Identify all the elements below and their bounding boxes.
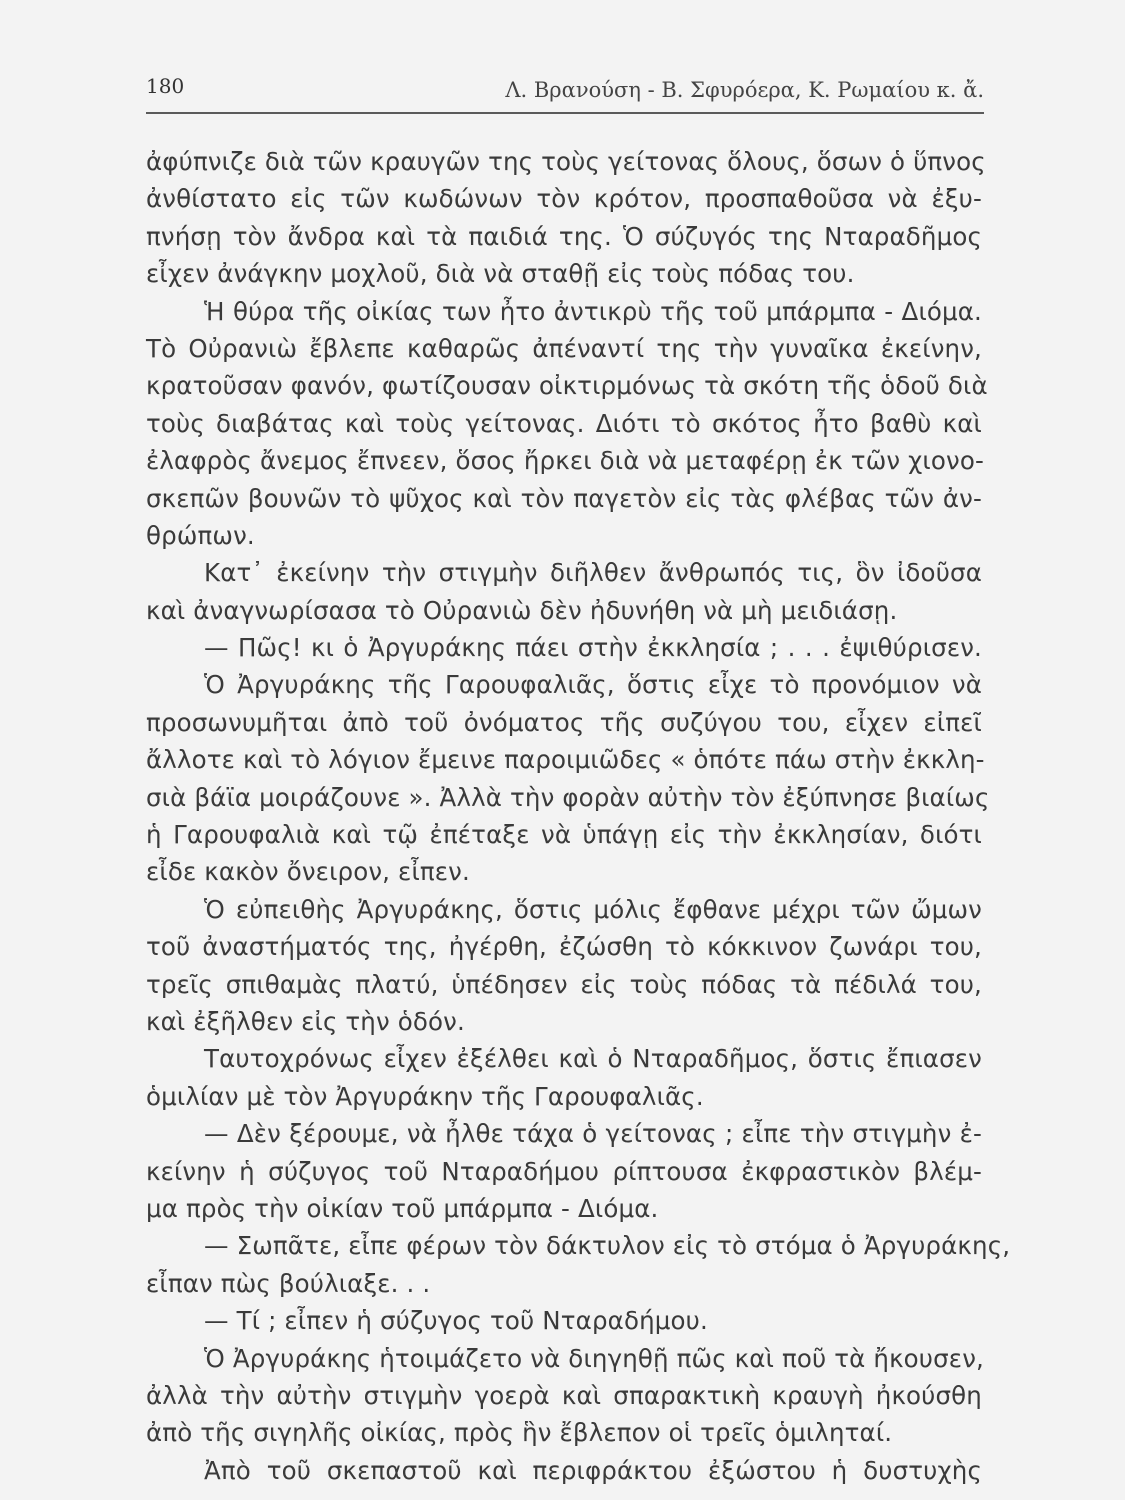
text-line: Ὁ Ἀργυράκης ἡτοιμάζετο νὰ διηγηθῇ πῶς καὶ ποῦ τὰ ἤκουσεν, — [204, 1343, 984, 1373]
text-line: ἡ Γαρουφαλιὰ καὶ τῷ ἐπέταξε νὰ ὑπάγῃ εἰς τὴν ἐκκλησίαν, διότι — [146, 820, 982, 850]
text-line: ἀλλὰ τὴν αὐτὴν στιγμὴν γοερὰ καὶ σπαρακτικὴ κραυγὴ ἠκούσθη — [146, 1380, 982, 1410]
text-line: Ταυτοχρόνως εἶχεν ἐξέλθει καὶ ὁ Νταραδῆμος, ὅστις ἔπιασεν — [204, 1044, 982, 1074]
text-line: — Δὲν ξέρουμε, νὰ ἦλθε τάχα ὁ γείτονας ; εἶπε τὴν στιγμὴν ἐ- — [204, 1119, 982, 1149]
text-line: Ὁ Ἀργυράκης τῆς Γαρουφαλιᾶς, ὅστις εἶχε τὸ προνόμιον νὰ — [204, 670, 982, 700]
text-line: ἀπὸ τῆς σιγηλῆς οἰκίας, πρὸς ἣν ἔβλεπον οἱ τρεῖς ὁμιληταί. — [146, 1418, 893, 1448]
running-head: Λ. Βρανούση - Β. Σφυρόερα, Κ. Ρωμαίου κ. ἄ. — [505, 78, 984, 102]
text-line: Κατ᾽ ἐκείνην τὴν στιγμὴν διῆλθεν ἄνθρωπός τις, ὃν ἰδοῦσα — [204, 558, 982, 588]
text-line: τρεῖς σπιθαμὰς πλατύ, ὑπέδησεν εἰς τοὺς πόδας τὰ πέδιλά του, — [146, 969, 982, 999]
text-line: ἄλλοτε καὶ τὸ λόγιον ἔμεινε παροιμιῶδες « ὁπότε πάω στὴν ἐκκλη- — [146, 745, 985, 775]
header-rule — [146, 112, 984, 114]
text-line: προσωνυμῆται ἀπὸ τοῦ ὀνόματος τῆς συζύγου του, εἶχεν εἰπεῖ — [146, 707, 982, 737]
text-line: σιὰ βάϊα μοιράζουνε ». Ἀλλὰ τὴν φορὰν αὐτὴν τὸν ἐξύπνησε βιαίως — [146, 782, 990, 812]
text-line: — Τί ; εἶπεν ἡ σύζυγος τοῦ Νταραδήμου. — [204, 1306, 708, 1336]
text-line: κείνην ἡ σύζυγος τοῦ Νταραδήμου ρίπτουσα ἐκφραστικὸν βλέμ- — [146, 1156, 982, 1186]
page-number: 180 — [146, 74, 185, 98]
text-line: καὶ ἐξῆλθεν εἰς τὴν ὁδόν. — [146, 1006, 465, 1036]
page-header — [146, 70, 984, 110]
text-line: Ὁ εὐπειθὴς Ἀργυράκης, ὅστις μόλις ἔφθανε μέχρι τῶν ὤμων — [204, 894, 982, 924]
text-line: — Πῶς! κι ὁ Ἀργυράκης πάει στὴν ἐκκλησία ; . . . ἐψιθύρισεν. — [204, 633, 982, 663]
text-line: σκεπῶν βουνῶν τὸ ψῦχος καὶ τὸν παγετὸν εἰς τὰς φλέβας τῶν ἀν- — [146, 483, 982, 513]
text-line: τοὺς διαβάτας καὶ τοὺς γείτονας. Διότι τὸ σκότος ἦτο βαθὺ καὶ — [146, 408, 982, 438]
body-text — [146, 143, 1011, 1489]
text-line: θρώπων. — [146, 520, 255, 550]
text-line: μα πρὸς τὴν οἰκίαν τοῦ μπάρμπα - Διόμα. — [146, 1193, 659, 1223]
text-line: Ἀπὸ τοῦ σκεπαστοῦ καὶ περιφράκτου ἐξώστου ἡ δυστυχὴς — [204, 1455, 982, 1485]
text-line: κρατοῦσαν φανόν, φωτίζουσαν οἰκτιρμόνως τὰ σκότη τῆς ὁδοῦ διὰ — [146, 371, 988, 401]
text-line: ἀφύπνιζε διὰ τῶν κραυγῶν της τοὺς γείτονας ὅλους, ὅσων ὁ ὕπνος — [146, 147, 986, 176]
text-line: εἶχεν ἀνάγκην μοχλοῦ, διὰ νὰ σταθῇ εἰς τοὺς πόδας του. — [146, 259, 855, 289]
text-line: Τὸ Οὐρανιὼ ἔβλεπε καθαρῶς ἀπέναντί της τὴν γυναῖκα ἐκείνην, — [146, 333, 982, 363]
text-line: εἶπαν πὼς βούλιαξε. . . — [146, 1268, 431, 1298]
text-line: ὁμιλίαν μὲ τὸν Ἀργυράκην τῆς Γαρουφαλιᾶς. — [146, 1081, 704, 1111]
text-line: εἶδε κακὸν ὄνειρον, εἶπεν. — [146, 857, 470, 887]
text-line: καὶ ἀναγνωρίσασα τὸ Οὐρανιὼ δὲν ἠδυνήθη νὰ μὴ μειδιάσῃ. — [146, 595, 898, 625]
text-line: πνήσῃ τὸν ἄνδρα καὶ τὰ παιδιά της. Ὁ σύζυγός της Νταραδῆμος — [146, 221, 982, 251]
text-line: ἀνθίστατο εἰς τῶν κωδώνων τὸν κρότον, προσπαθοῦσα νὰ ἐξυ- — [146, 184, 982, 214]
text-line: — Σωπᾶτε, εἶπε φέρων τὸν δάκτυλον εἰς τὸ στόμα ὁ Ἀργυράκης, — [204, 1231, 1011, 1261]
text-line: τοῦ ἀναστήματός της, ἠγέρθη, ἐζώσθη τὸ κόκκινον ζωνάρι του, — [146, 932, 982, 962]
text-line: Ἡ θύρα τῆς οἰκίας των ἦτο ἀντικρὺ τῆς τοῦ μπάρμπα - Διόμα. — [204, 296, 982, 326]
text-line: ἐλαφρὸς ἄνεμος ἔπνεεν, ὅσος ἤρκει διὰ νὰ μεταφέρῃ ἐκ τῶν χιονο- — [146, 446, 984, 476]
